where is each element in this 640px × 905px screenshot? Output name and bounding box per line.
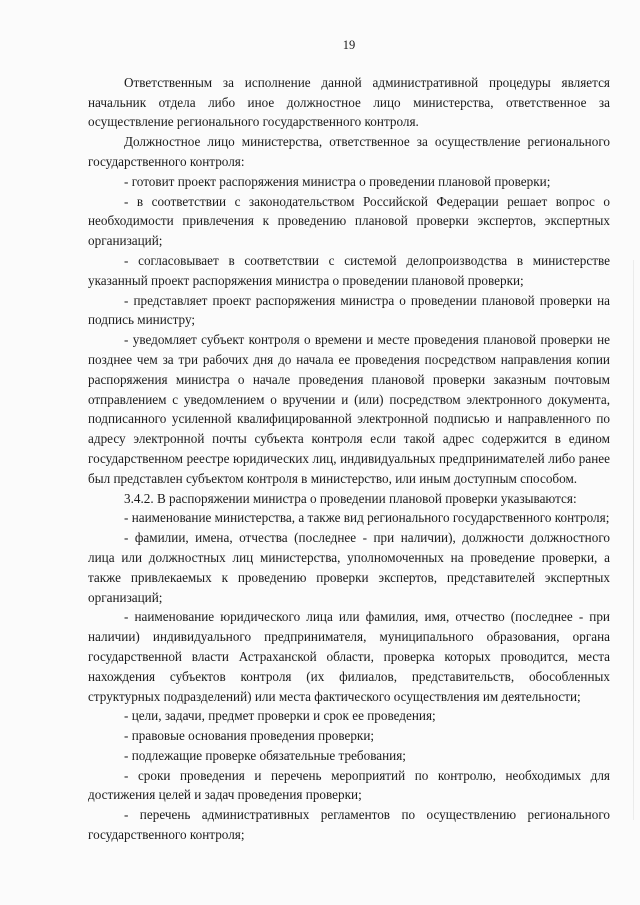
paragraph-official-duties: Должностное лицо министерства, ответственное за осуществление регионального государственного контроля: [88,134,610,169]
list-item-regulations: - перечень административных регламентов по осуществлению регионального государственного контроля; [88,807,610,843]
document-body [88,73,610,845]
list-item-approve-draft: - согласовывает в соответствии с системой делопроизводства в министерстве указанный проект распоряжения министра о проведении плановой проверки; [88,252,610,288]
list-item-officials: - фамилии, имена, отчества (последнее - при наличии), должности должностного лица или должностных лиц министерства, уполномоченных на проведение проверки, а также привлекаемых к проведению проверки экспертов, представителей экспертных организаций; [88,530,610,605]
scan-edge-shadow [633,260,634,820]
list-item-prepare-draft: - готовит проект распоряжения министра о проведении плановой проверки; [124,173,551,189]
page-number: 19 [342,38,356,52]
list-item-notify-subject: - уведомляет субъект контроля о времени и месте проведения плановой проверки не позднее чем за три рабочих дня до начала ее проведения посредством направления копии распоряжения министра о начале проведения плановой проверки заказным почтовым отправлением с уведомлением о вручении и (или) посредством электронного документа, подписанного усиленной квалифицированной электронной подписью и направленного по адресу электронной почты субъекта контроля если такой адрес содержится в едином государственном реестре юридических лиц, индивидуальных предпринимателей либо ранее был представлен субъектом контроля в министерство, или иным доступным способом. [88,332,610,486]
paragraph-responsible: Ответственным за исполнение данной административной процедуры является начальник отдела либо иное должностное лицо министерства, ответственное за осуществление регионального государственного контроля. [88,74,610,130]
list-item-entity-name: - наименование юридического лица или фамилия, имя, отчество (последнее - при наличии) индивидуального предпринимателя, муниципального образования, органа государственной власти Астраханской области, проверка которых проводится, места нахождения субъектов контроля (их филиалов, представительств, обособленных структурных подразделений) или места фактического осуществления им деятельности; [88,609,610,704]
list-item-timing: - сроки проведения и перечень мероприятий по контролю, необходимых для достижения целей и задач проведения проверки; [88,767,610,803]
paragraph-section-3-4-2: 3.4.2. В распоряжении министра о проведении плановой проверки указываются: [124,490,577,506]
list-item-submit-signature: - представляет проект распоряжения министра о проведении плановой проверки на подпись министру; [88,292,610,328]
list-item-experts: - в соответствии с законодательством Российской Федерации решает вопрос о необходимости привлечения к проведению плановой проверки экспертов, экспертных организаций; [88,193,610,249]
list-item-goals: - цели, задачи, предмет проверки и срок ее проведения; [124,708,436,724]
list-item-ministry-name: - наименование министерства, а также вид регионального государственного контроля; [124,510,610,526]
list-item-legal-basis: - правовые основания проведения проверки; [124,728,375,744]
list-item-requirements: - подлежащие проверке обязательные требования; [124,747,406,763]
